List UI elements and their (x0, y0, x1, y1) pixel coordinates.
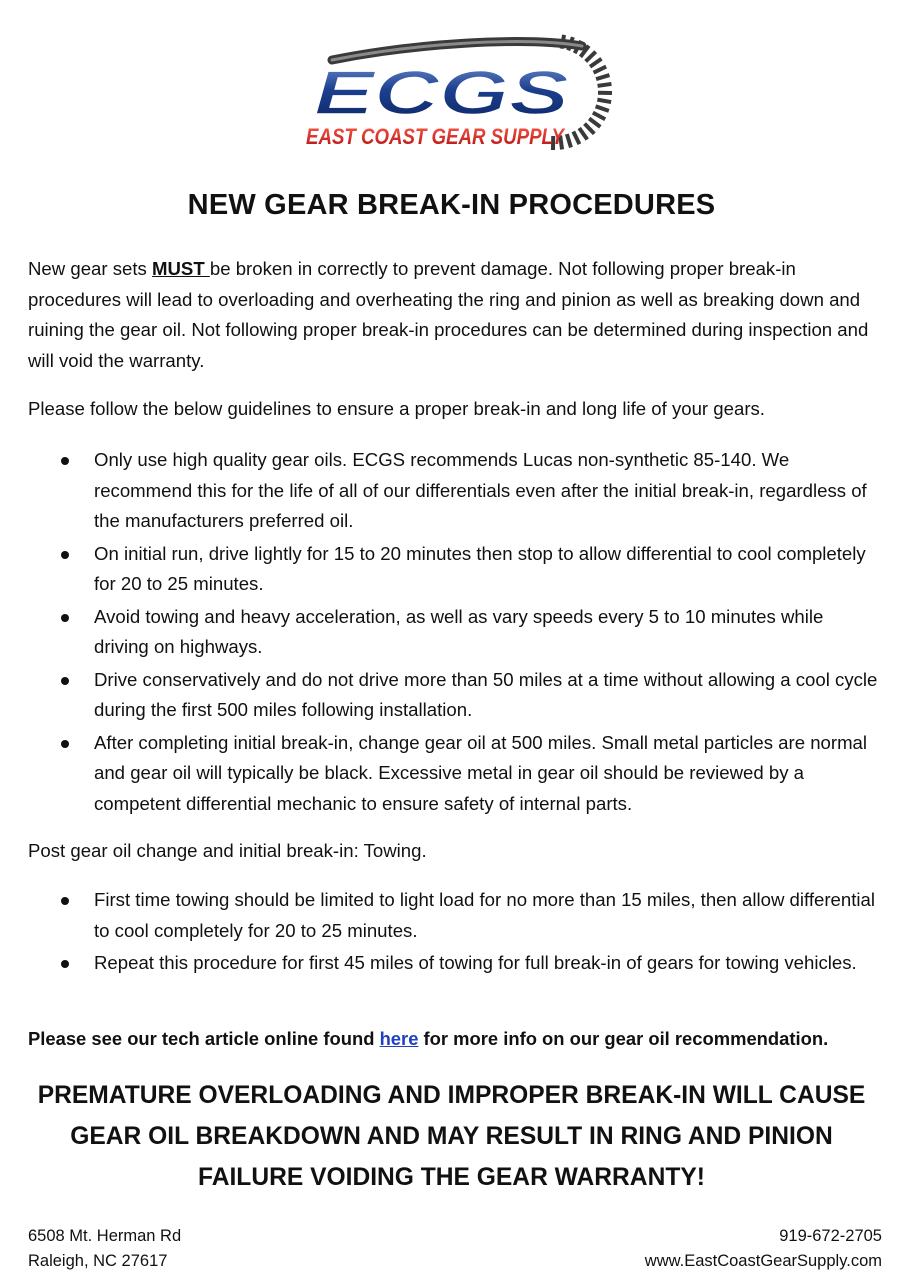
list-item (28, 539, 878, 600)
towing-intro: Post gear oil change and initial break-in: Towing. (28, 840, 427, 861)
bullet-icon (61, 960, 69, 968)
footer-website[interactable]: www.EastCoastGearSupply.com (644, 1252, 882, 1270)
bullet-icon (61, 897, 69, 905)
bullet-icon (61, 677, 69, 685)
footer-phone: 919-672-2705 (779, 1227, 882, 1245)
tech-article-line (28, 1028, 888, 1050)
gear-tooth (573, 132, 579, 145)
page-title: NEW GEAR BREAK-IN PROCEDURES (187, 189, 716, 221)
guideline-text: Only use high quality gear oils. ECGS recommends Lucas non-synthetic 85-140. We recommend this for the life of all of our differentials even after the initial break-in, regardless of the manufacturers preferred oil. (94, 449, 867, 531)
gear-tooth (593, 113, 605, 120)
gear-tooth (585, 124, 595, 134)
gear-tooth (586, 52, 596, 62)
gear-tooth (594, 67, 607, 73)
tech-article-before: Please see our tech article online found (28, 1028, 380, 1049)
bullet-icon (61, 614, 69, 622)
footer-address (28, 1224, 181, 1274)
warning-line: GEAR OIL BREAKDOWN AND MAY RESULT IN RING AND PINION (70, 1123, 833, 1150)
intro-paragraph (28, 254, 878, 376)
warning-line: PREMATURE OVERLOADING AND IMPROPER BREAK-IN WILL CAUSE (37, 1082, 866, 1109)
bullet-icon (61, 740, 69, 748)
guideline-text: On initial run, drive lightly for 15 to 20 minutes then stop to allow differential to cool completely for 20 to 25 minutes. (94, 542, 866, 594)
bullet-icon (61, 457, 69, 465)
list-item (28, 602, 878, 663)
guideline-text: Drive conservatively and do not drive more than 50 miles at a time without allowing a cool cycle during the first 500 miles following installation. (94, 668, 878, 720)
gear-tooth (598, 84, 612, 86)
warning-banner (0, 1075, 903, 1198)
footer-contact (645, 1224, 882, 1274)
intro-text-after: be broken in correctly to prevent damage. Not following proper break-in procedures will lead to overloading and overheating the ring and pinion as well as breaking down and ruining the gear oil. Not following proper break-in procedures can be determined during inspection and will void the warranty. (28, 258, 869, 371)
gear-logo-graphic (292, 22, 622, 154)
warning-line: FAILURE VOIDING THE GEAR WARRANTY! (198, 1164, 705, 1191)
gear-tooth (590, 59, 601, 67)
gear-tooth (597, 100, 611, 102)
list-item (28, 948, 878, 979)
gear-tooth (579, 128, 587, 139)
gear-tooth (589, 118, 600, 126)
guidelines-list (28, 445, 878, 821)
gear-tooth (596, 75, 609, 79)
towing-text: Repeat this procedure for first 45 miles of towing for full break-in of gears for towing vehicles. (94, 952, 857, 973)
list-item (28, 885, 878, 946)
tech-article-link[interactable]: here (379, 1028, 419, 1049)
guideline-text: Avoid towing and heavy acceleration, as well as vary speeds every 5 to 10 minutes while driving on highways. (94, 605, 824, 657)
logo-wordmark: ECGS (314, 59, 569, 128)
logo-tagline: EAST COAST GEAR SUPPLY (306, 124, 566, 149)
bullet-icon (61, 551, 69, 559)
list-item (28, 445, 878, 537)
list-item (28, 728, 878, 820)
gear-tooth (567, 134, 571, 147)
towing-text: First time towing should be limited to light load for no more than 15 miles, then allow differential to cool completely for 20 to 25 minutes. (94, 889, 875, 941)
address-line-2: Raleigh, NC 27617 (28, 1252, 168, 1270)
intro-emphasis: MUST (152, 258, 210, 279)
address-line-1: 6508 Mt. Herman Rd (28, 1227, 182, 1245)
guideline-text: After completing initial break-in, change gear oil at 500 miles. Small metal particles are normal and gear oil will typically be black. Excessive metal in gear oil should be reviewed by a competent differential mechanic to ensure safety of internal parts. (94, 731, 868, 814)
tech-article-after: for more info on our gear oil recommendation. (418, 1028, 829, 1049)
list-item (28, 665, 878, 726)
ecgs-logo (292, 22, 622, 154)
gear-tooth (596, 106, 609, 111)
guidelines-intro: Please follow the below guidelines to ensure a proper break-in and long life of your gears. (28, 398, 765, 419)
towing-list (28, 885, 878, 981)
intro-text-before: New gear sets (28, 258, 153, 279)
